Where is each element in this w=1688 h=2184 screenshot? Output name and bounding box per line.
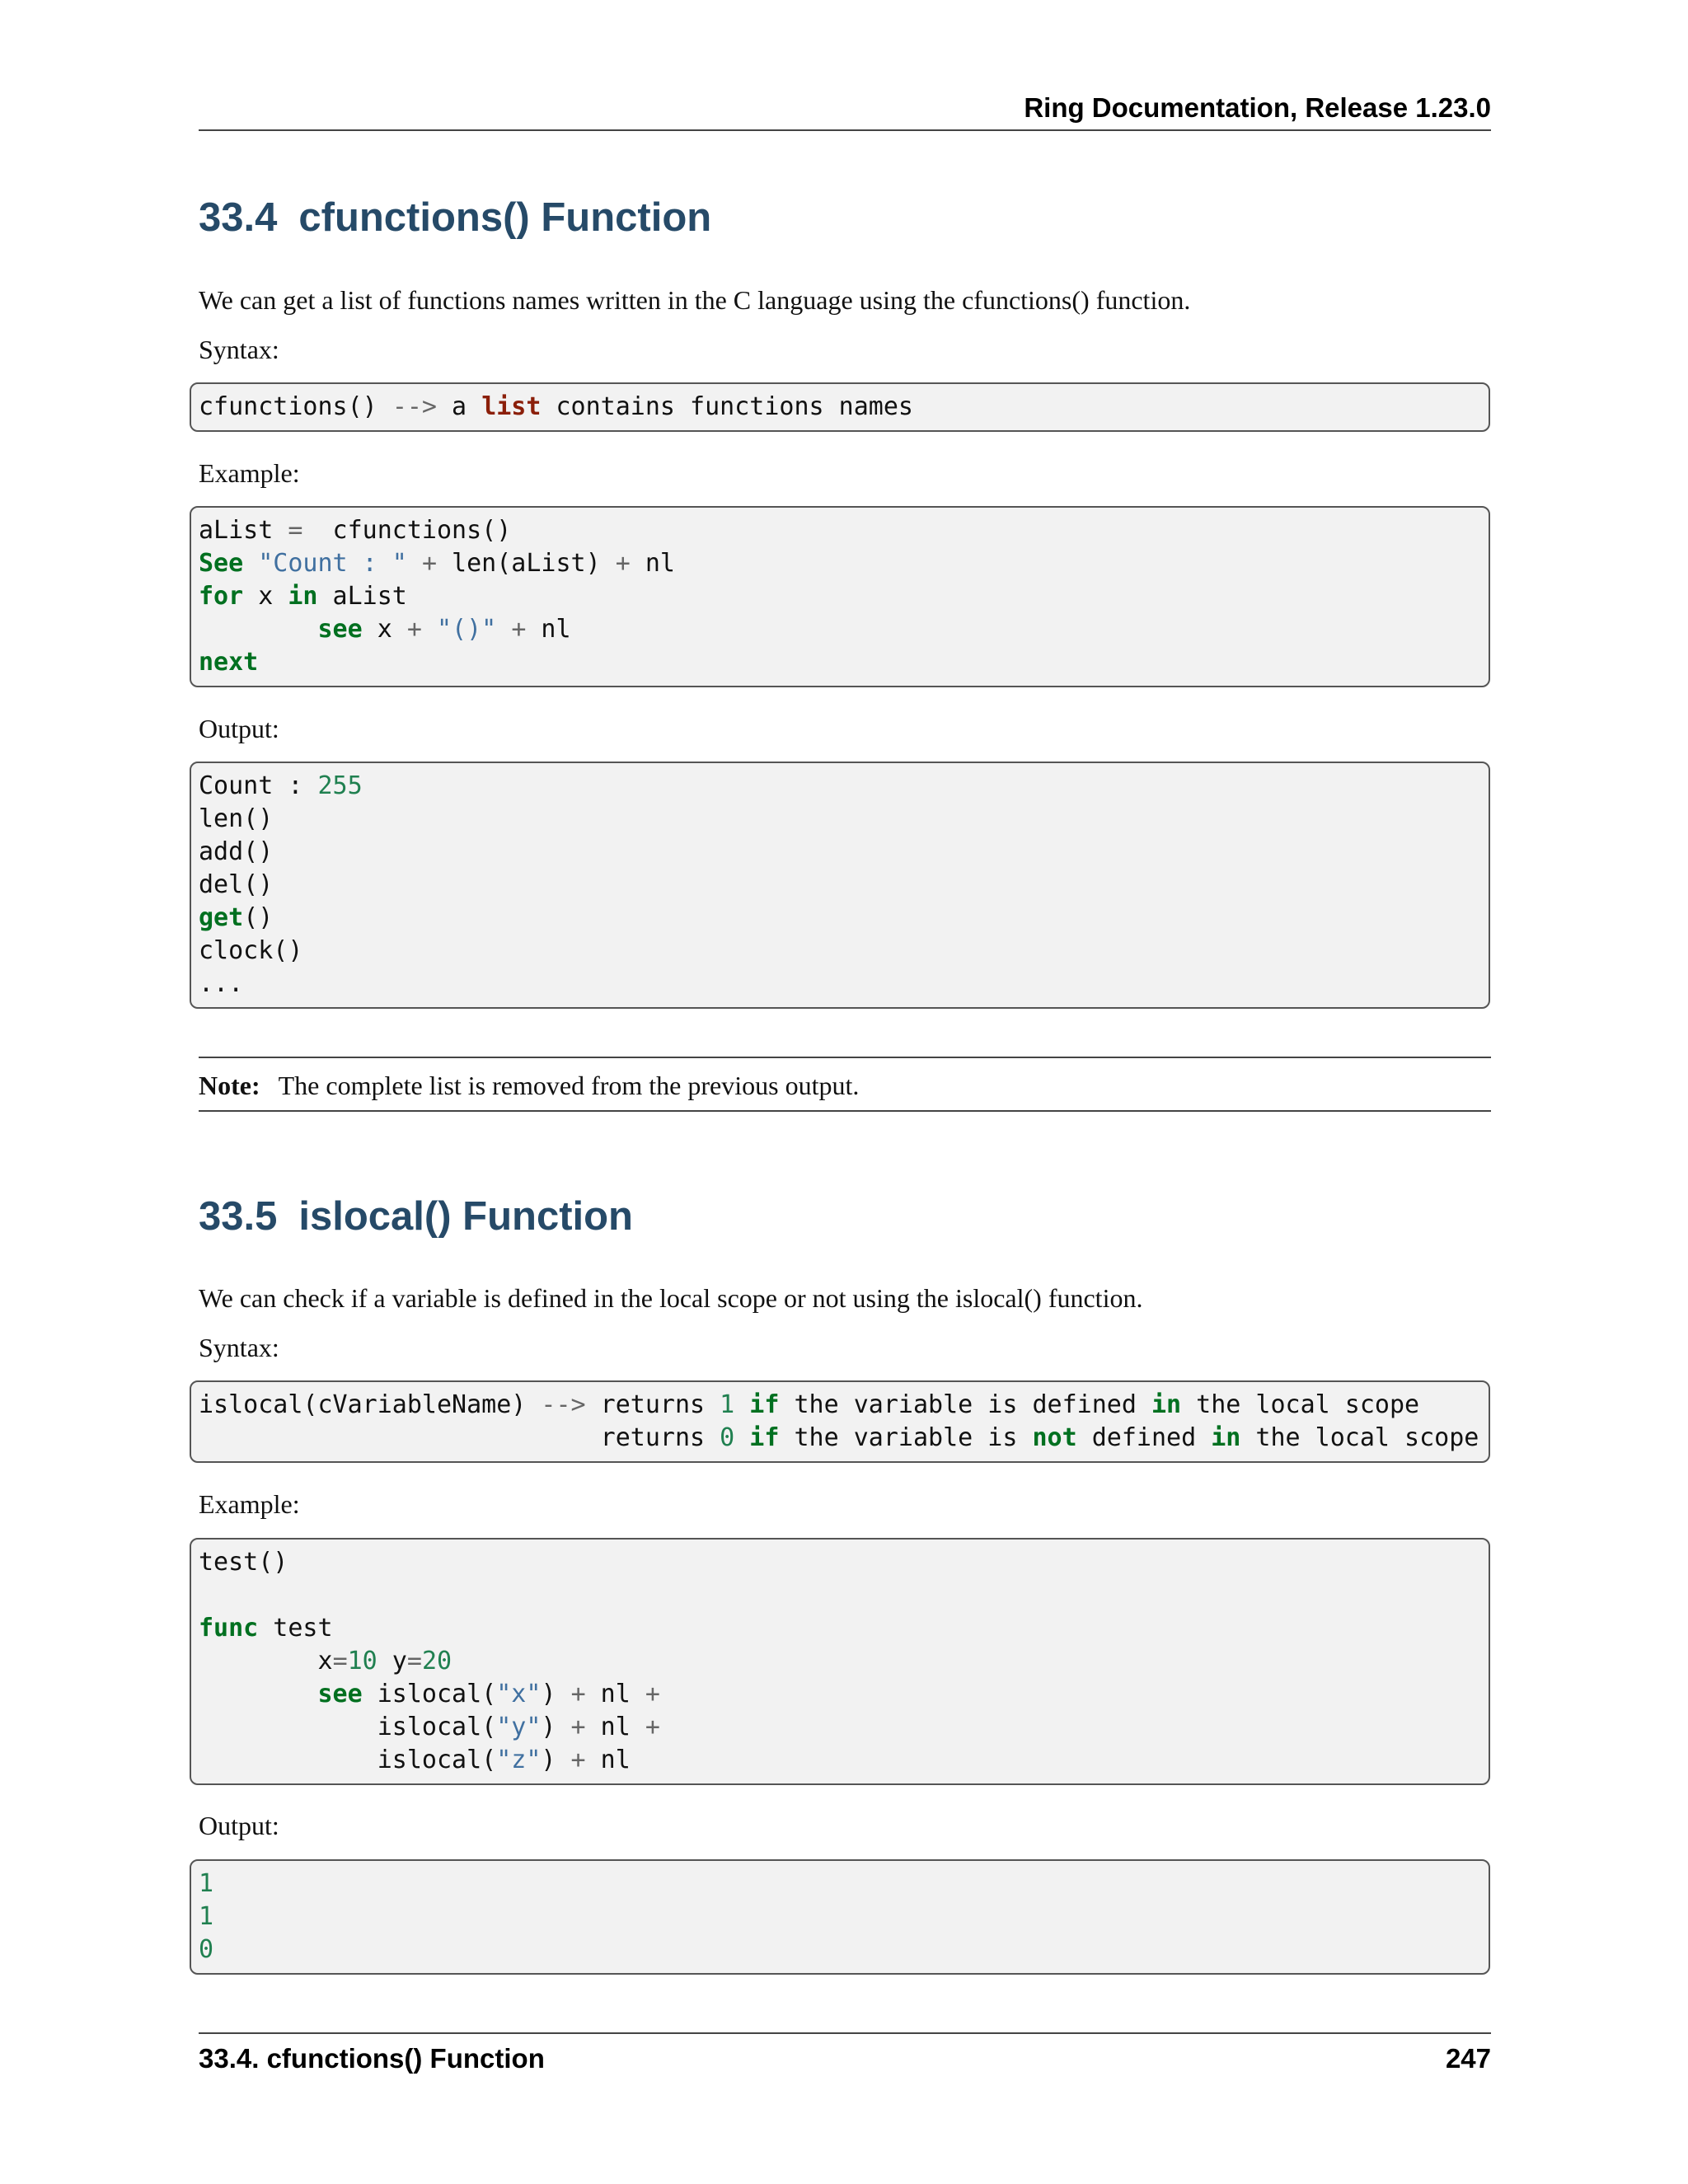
code-line: [199, 1579, 1481, 1612]
output-code-block: [190, 1859, 1490, 1975]
section-title: islocal() Function: [298, 1194, 633, 1239]
section-number: 33.5: [199, 1194, 278, 1239]
code-line: aList = cfunctions(): [199, 516, 512, 545]
code-line: see x + "()" + nl: [317, 615, 571, 644]
syntax-label: Syntax:: [199, 1333, 279, 1362]
section-intro: We can get a list of functions names written in the C language using the cfunctions() function.: [199, 285, 1191, 315]
note-text: The complete list is removed from the previous output.: [278, 1071, 860, 1100]
code-line: next: [199, 648, 259, 677]
code-line: func test: [199, 1614, 333, 1643]
example-code-block: [190, 1538, 1490, 1785]
syntax-code-block: [190, 1380, 1490, 1463]
note-admonition: [199, 1069, 859, 1102]
running-header: Ring Documentation, Release 1.23.0: [1024, 92, 1491, 123]
code-line: x=10 y=20: [199, 1647, 452, 1675]
code-line: ...: [199, 969, 244, 998]
section-heading-cfunctions: [199, 194, 711, 241]
section-title: cfunctions() Function: [298, 195, 712, 240]
note-label: Note:: [199, 1071, 260, 1100]
code-line: 0: [199, 1935, 214, 1964]
section-heading-islocal: [199, 1193, 633, 1240]
output-label: Output:: [199, 1811, 279, 1840]
footer-rule: [199, 2032, 1491, 2034]
code-line: get(): [199, 903, 274, 932]
example-code-block: [190, 506, 1490, 687]
output-code-block: [190, 762, 1490, 1009]
syntax-code-block: [190, 382, 1490, 432]
code-line: del(): [199, 870, 274, 899]
code-line: for x in aList: [199, 582, 407, 611]
code-line: returns 0 if the variable is not defined in the local scope: [199, 1423, 1479, 1452]
code-line: islocal("z") + nl: [199, 1746, 631, 1774]
section-number: 33.4: [199, 195, 278, 240]
footer-section-title: 33.4. cfunctions() Function: [199, 2043, 545, 2074]
code-line: test(): [199, 1548, 288, 1577]
code-line: islocal(cVariableName) --> returns 1 if the variable is defined in the local scope: [199, 1390, 1420, 1419]
code-line: cfunctions() --> a list contains functions names: [199, 392, 913, 421]
code-line: see islocal("x") + nl +: [317, 1680, 660, 1708]
example-label: Example:: [199, 458, 300, 488]
code-line: Count : 255: [199, 771, 363, 800]
page-number: 247: [1445, 2043, 1491, 2074]
section-intro: We can check if a variable is defined in the local scope or not using the islocal() function.: [199, 1283, 1143, 1313]
output-label: Output:: [199, 714, 279, 743]
note-bottom-rule: [199, 1110, 1491, 1112]
example-label: Example:: [199, 1489, 300, 1519]
syntax-label: Syntax:: [199, 335, 279, 364]
code-line: clock(): [199, 936, 303, 965]
code-line: See "Count : " + len(aList) + nl: [199, 549, 675, 578]
code-line: 1: [199, 1869, 214, 1898]
code-line: add(): [199, 837, 274, 866]
code-line: 1: [199, 1902, 214, 1931]
note-top-rule: [199, 1057, 1491, 1058]
code-line: islocal("y") + nl +: [199, 1713, 660, 1741]
code-line: len(): [199, 804, 274, 833]
header-rule: [199, 129, 1491, 131]
